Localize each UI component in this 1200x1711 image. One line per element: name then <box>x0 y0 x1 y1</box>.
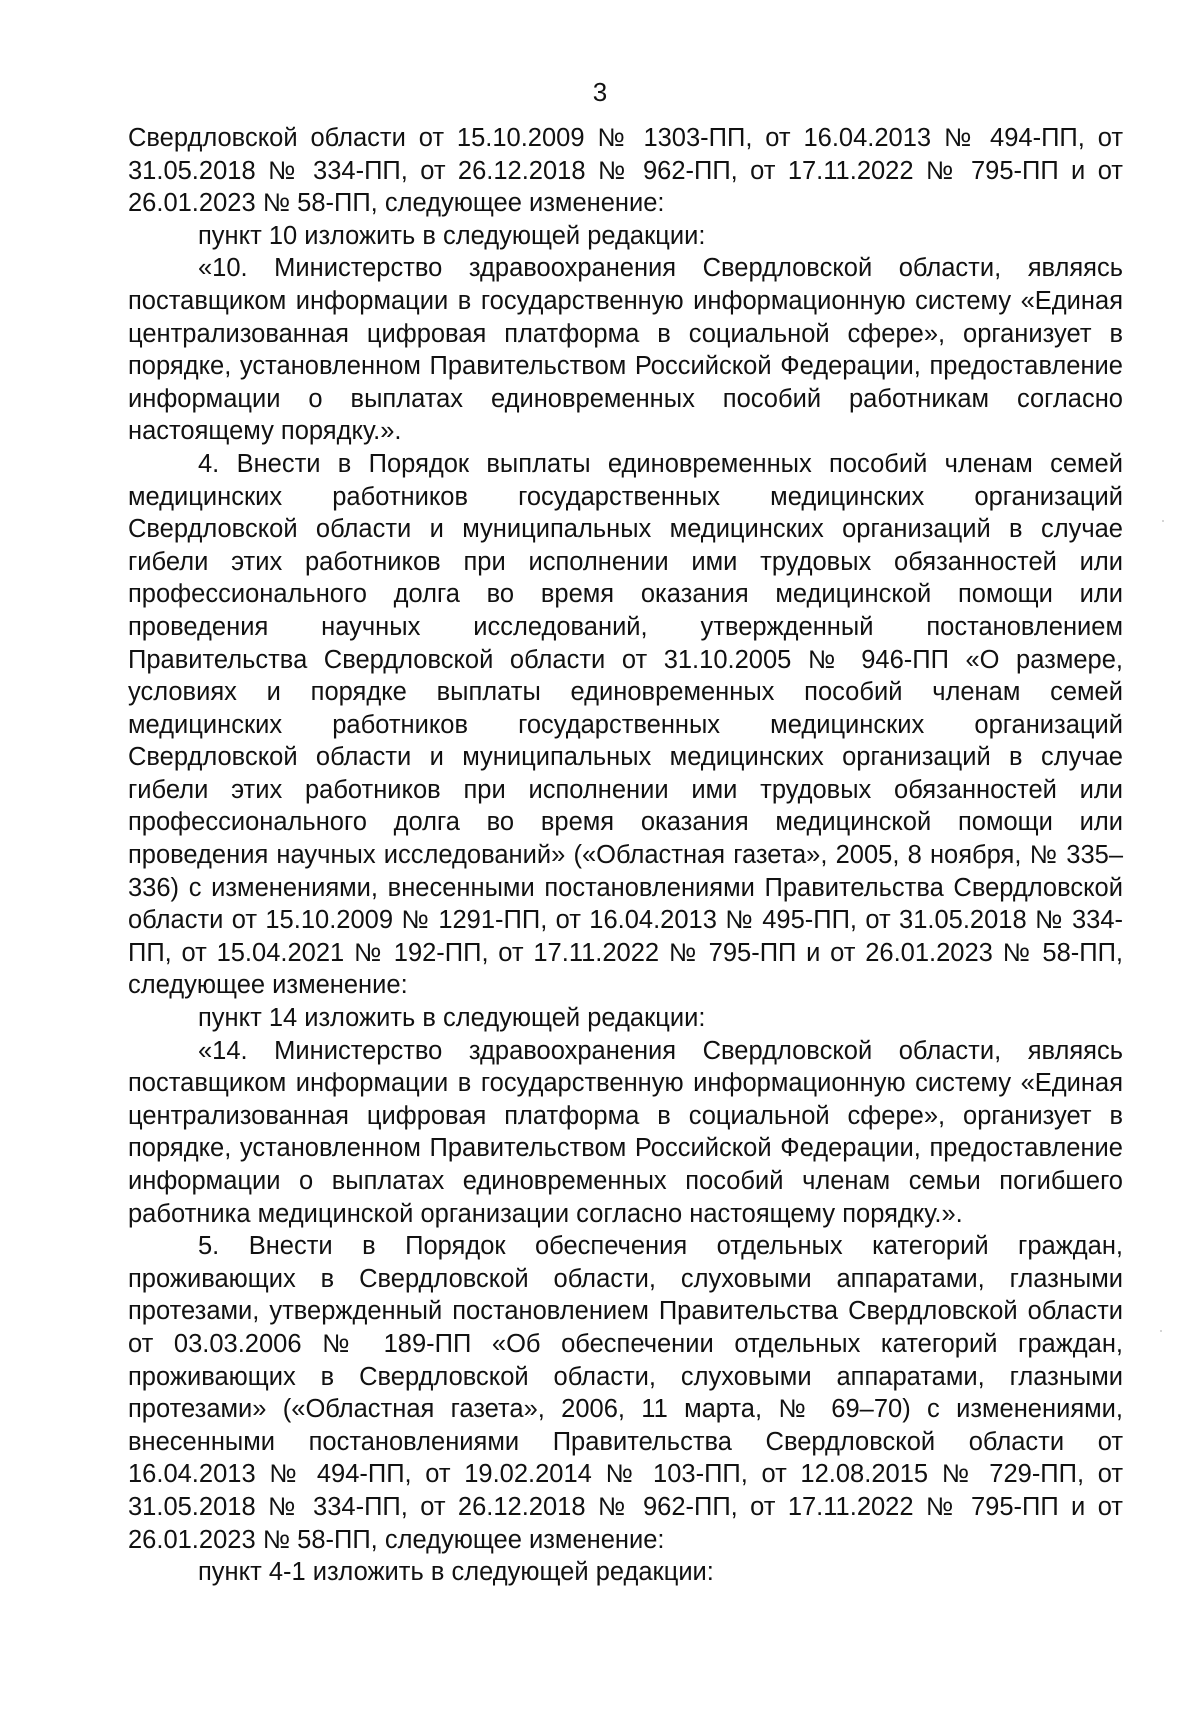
scan-speck <box>1162 520 1164 522</box>
paragraph-item-5: 5. Внести в Порядок обеспечения отдельных категорий граждан, проживающих в Свердловской области, слуховыми аппаратами, глазными протезами, утвержденный постановлением Правительства Свердловской области от 03.03.2006 № 189-ПП «Об обеспечении отдельных категорий граждан, проживающих в Свердловской области, слуховыми аппаратами, глазными протезами» («Областная газета», 2006, 11 марта, № 69–70) с изменениями, внесенными постановлениями Правительства Свердловской области от 16.04.2013 № 494-ПП, от 19.02.2014 № 103-ПП, от 12.08.2015 № 729-ПП, от 31.05.2018 № 334-ПП, от 26.12.2018 № 962-ПП, от 17.11.2022 № 795-ПП и от 26.01.2023 № 58-ПП, следующее изменение: <box>128 1232 1123 1554</box>
paragraph-punkt-4-1-intro: пункт 4-1 изложить в следующей редакции: <box>198 1558 714 1587</box>
paragraph-punkt-10-text: «10. Министерство здравоохранения Свердловской области, являясь поставщиком информации в государственную информационную систему «Единая централизованная цифровая платформа в социальной сфере», организует в порядке, установленном Правительством Российской Федерации, предоставление информации о выплатах единовременных пособий работникам согласно настоящему порядку.». <box>128 254 1123 446</box>
paragraph-punkt-10-intro: пункт 10 изложить в следующей редакции: <box>198 221 706 250</box>
page-number: 3 <box>592 77 608 107</box>
paragraph-punkt-14-text: «14. Министерство здравоохранения Свердловской области, являясь поставщиком информации в государственную информационную систему «Единая централизованная цифровая платформа в социальной сфере», организует в порядке, установленном Правительством Российской Федерации, предоставление информации о выплатах единовременных пособий членам семьи погибшего работника медицинской организации согласно настоящему порядку.». <box>128 1036 1123 1228</box>
scan-speck <box>1160 1330 1162 1332</box>
paragraph-item-4: 4. Внести в Порядок выплаты единовременных пособий членам семей медицинских работников государственных медицинских организаций Свердловской области и муниципальных медицинских организаций в случае гибели этих работников при исполнении ими трудовых обязанностей или профессионального долга во время оказания медицинской помощи или проведения научных исследований, утвержденный постановлением Правительства Свердловской области от 31.10.2005 № 946-ПП «О размере, условиях и порядке выплаты единовременных пособий членам семей медицинских работников государственных медицинских организаций Свердловской области и муниципальных медицинских организаций в случае гибели этих работников при исполнении ими трудовых обязанностей или профессионального долга во время оказания медицинской помощи или проведения научных исследований» («Областная газета», 2005, 8 ноября, № 335–336) с изменениями, внесенными постановлениями Правительства Свердловской области от 15.10.2009 № 1291-ПП, от 16.04.2013 № 495-ПП, от 31.05.2018 № 334-ПП, от 15.04.2021 № 192-ПП, от 17.11.2022 № 795-ПП и от 26.01.2023 № 58-ПП, следующее изменение: <box>128 449 1123 1000</box>
paragraph-continuation: Свердловской области от 15.10.2009 № 1303-ПП, от 16.04.2013 № 494-ПП, от 31.05.2018 № 334-ПП, от 26.12.2018 № 962-ПП, от 17.11.2022 № 795-ПП и от 26.01.2023 № 58-ПП, следующее изменение: <box>128 124 1123 218</box>
document-body <box>128 122 1123 1589</box>
paragraph-punkt-14-intro: пункт 14 изложить в следующей редакции: <box>198 1004 706 1033</box>
